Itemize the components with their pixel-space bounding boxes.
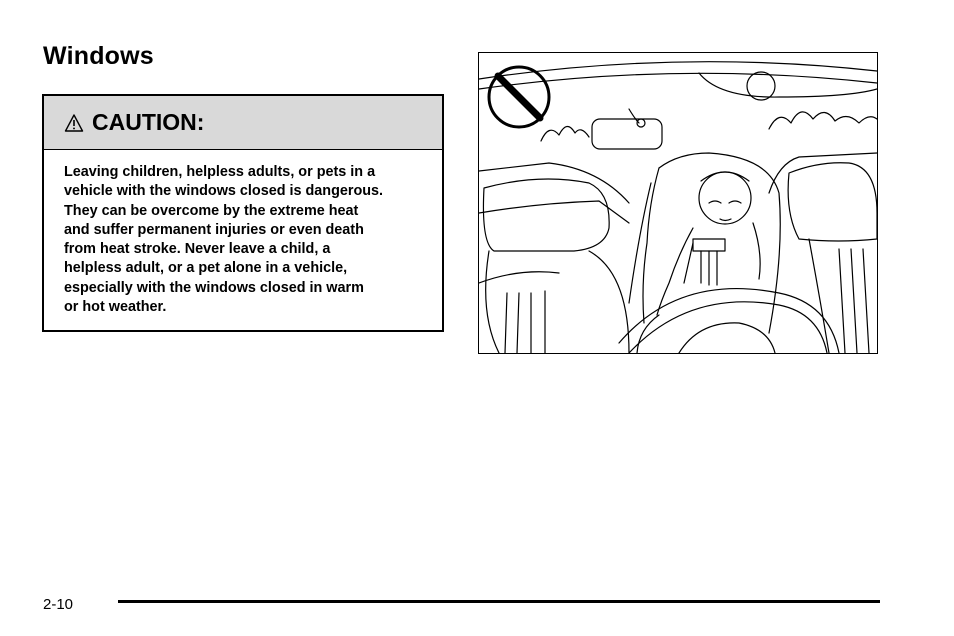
caution-text xyxy=(44,150,442,317)
caution-line: Leaving children, helpless adults, or pets in a xyxy=(64,164,376,180)
sun-visor-clip xyxy=(747,72,775,100)
headrest-right xyxy=(788,163,877,241)
harness-buckle xyxy=(693,239,725,251)
window-frame xyxy=(479,163,629,203)
dome-light xyxy=(699,73,877,97)
caution-line: especially with the windows closed in warm xyxy=(64,279,364,296)
child-leg xyxy=(637,315,659,353)
child-body xyxy=(753,223,760,279)
headrest-left xyxy=(483,179,609,251)
caution-line: or hot weather. xyxy=(64,299,167,316)
page-number: 2-10 xyxy=(43,596,74,613)
window-frame xyxy=(769,153,877,193)
caution-label: CAUTION: xyxy=(92,109,205,135)
caution-line: They can be overcome by the extreme heat xyxy=(64,202,359,219)
footer-rule xyxy=(118,600,880,603)
child-head xyxy=(699,172,751,224)
door-panel xyxy=(479,272,559,283)
caution-box xyxy=(42,94,444,332)
trees xyxy=(541,126,589,141)
child-in-car-illustration xyxy=(478,52,878,354)
caution-line: from heat stroke. Never leave a child, a xyxy=(64,241,331,258)
caution-line: and suffer permanent injuries or even death xyxy=(64,221,364,238)
prohibited-icon xyxy=(489,67,549,127)
caution-line: vehicle with the windows closed is dangerous. xyxy=(64,183,384,200)
car-seat xyxy=(643,168,659,323)
rearview-mirror xyxy=(592,119,662,149)
seat-left xyxy=(486,251,499,353)
section-title: Windows xyxy=(43,42,154,70)
caution-header xyxy=(44,96,442,150)
seat-right xyxy=(809,239,829,353)
warning-triangle-icon xyxy=(64,113,84,133)
child-body xyxy=(657,228,693,315)
caution-line: helpless adult, or a pet alone in a vehicle, xyxy=(64,260,348,277)
car-seat xyxy=(659,153,780,333)
trees xyxy=(769,112,877,129)
